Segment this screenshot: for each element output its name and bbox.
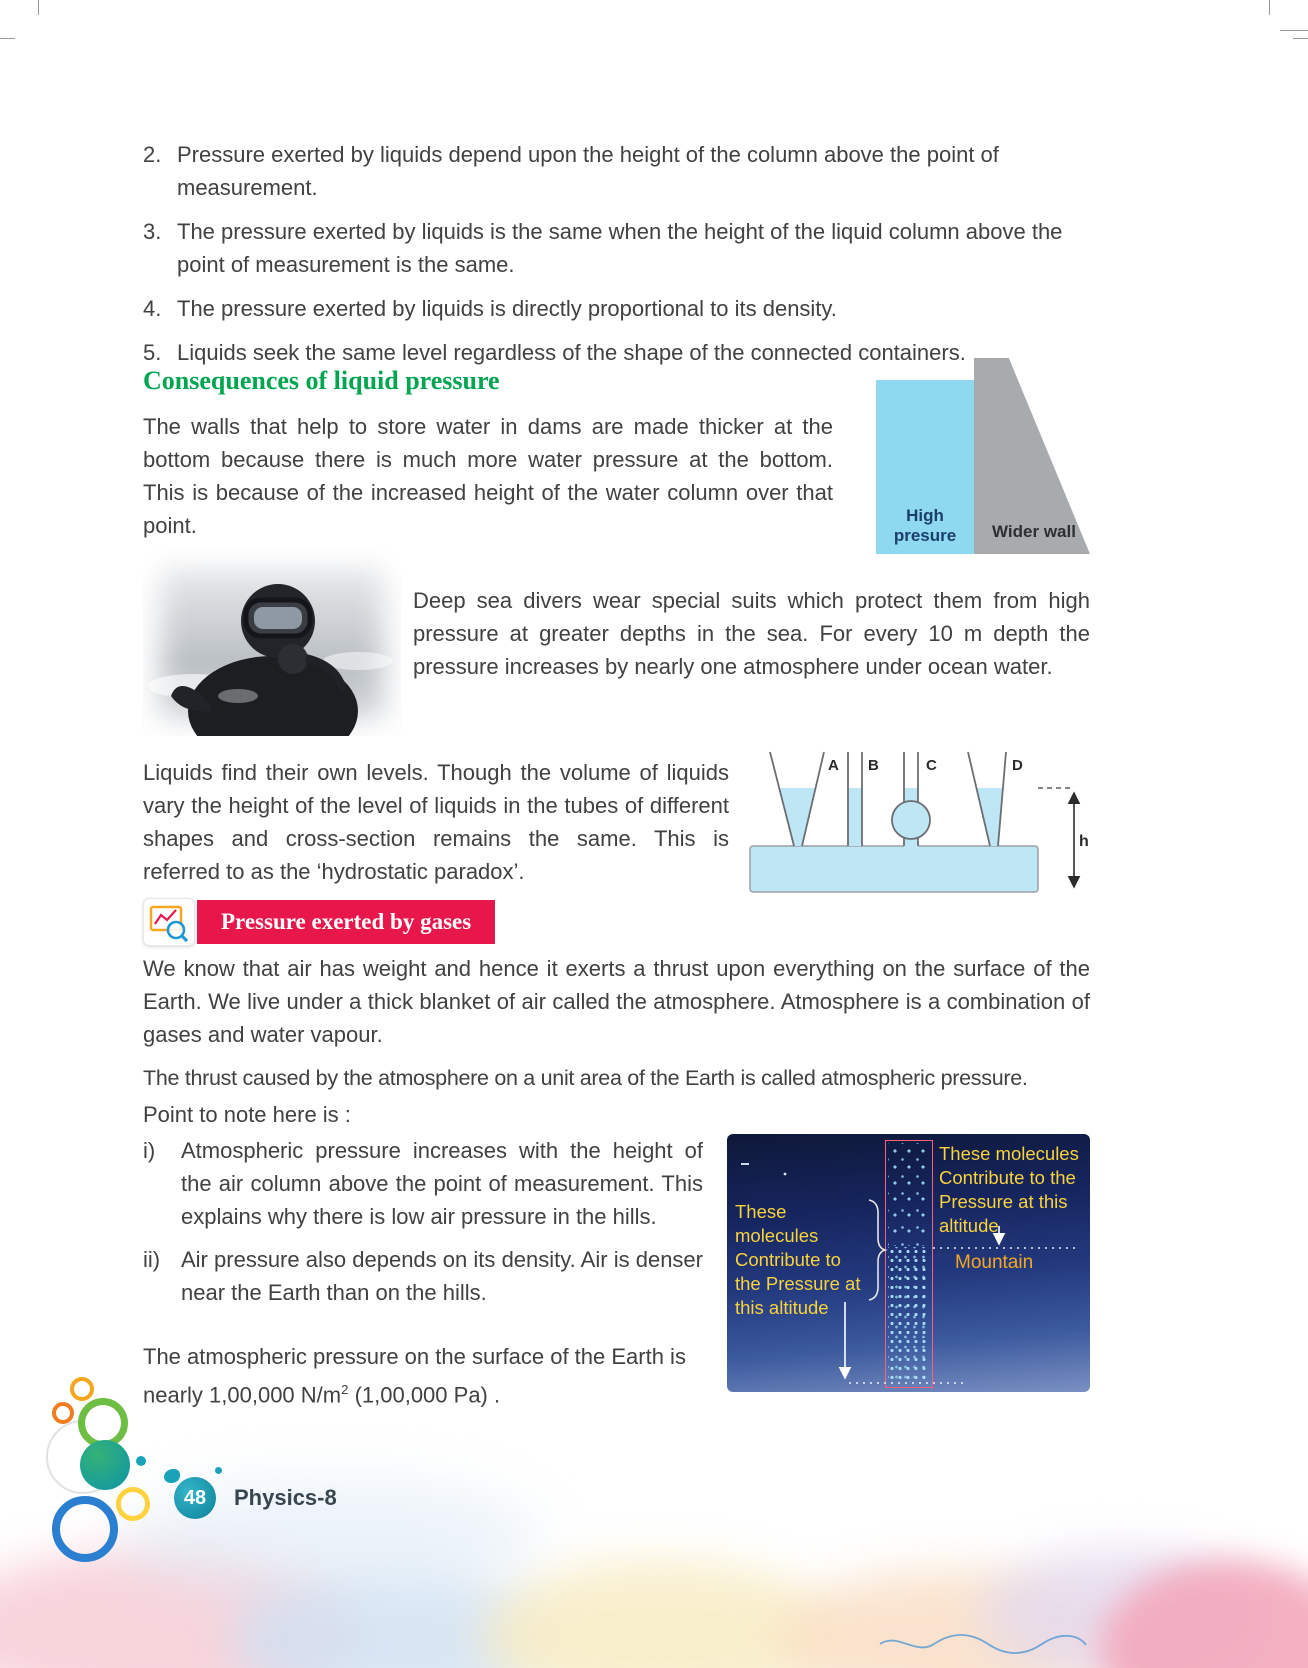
tube-label-d: D	[1012, 757, 1023, 774]
closing-text-tail: (1,00,000 Pa) .	[348, 1382, 501, 1408]
watercolor-decoration	[0, 1420, 1308, 1668]
list-item-number: 3.	[143, 219, 162, 244]
decorative-ring	[116, 1487, 150, 1521]
diver-illustration	[143, 546, 401, 736]
point-item	[143, 1134, 703, 1233]
crop-mark	[38, 0, 39, 15]
decorative-ring	[52, 1496, 118, 1562]
banner-title: Pressure exerted by gases	[221, 909, 472, 934]
list-item-text: The pressure exerted by liquids is the same when the height of the liquid column above the point of measurement is the same.	[177, 219, 1063, 277]
badge-splash-decoration	[164, 1469, 180, 1483]
mountain-label: Mountain	[955, 1252, 1034, 1273]
points-list	[143, 1134, 703, 1319]
paradox-paragraph: Liquids find their own levels. Though the volume of liquids vary the height of the level of liquids in the tubes of different shapes and cross-section remains the same. This is referred to as the ‘hydrostatic paradox’.	[143, 760, 729, 884]
section-heading-liquid-pressure: Consequences of liquid pressure	[143, 366, 500, 395]
list-item	[143, 292, 1090, 325]
banner-box	[197, 900, 495, 944]
closing-paragraph	[143, 1340, 708, 1411]
atmosphere-annotations	[727, 1134, 1090, 1392]
chart-magnifier-icon	[143, 898, 195, 946]
atmosphere-left-label: These molecules Contribute to the Pressure at this altitude	[735, 1201, 861, 1318]
tube-label-c: C	[926, 757, 937, 774]
wavy-line-decoration	[878, 1632, 1090, 1656]
crop-mark	[1280, 30, 1308, 31]
list-item	[143, 215, 1090, 281]
dam-figure	[876, 358, 1090, 554]
atmosphere-figure	[727, 1134, 1090, 1392]
tube-label-a: A	[828, 757, 839, 774]
diver-paragraph: Deep sea divers wear special suits which protect them from high pressure at greater depths in the sea. For every 10 m depth the pressure increases by nearly one atmosphere under ocean water.	[413, 588, 1090, 679]
point-number: ii)	[143, 1247, 161, 1272]
page-number: 48	[183, 1486, 207, 1509]
atmosphere-right-label: These molecules Contribute to the Pressure at this altitude	[939, 1143, 1079, 1236]
point-item	[143, 1243, 703, 1309]
dam-water-label: High presure	[893, 506, 957, 545]
list-item-text: Liquids seek the same level regardless of the shape of the connected containers.	[177, 340, 966, 365]
hydrostatic-paradox-figure	[744, 746, 1090, 904]
crop-mark	[0, 38, 15, 39]
list-item-number: 5.	[143, 340, 162, 365]
dam-wall-label: Wider wall	[992, 522, 1076, 541]
list-item-number: 2.	[143, 142, 162, 167]
list-item-text: The pressure exerted by liquids is directly proportional to its density.	[177, 296, 837, 321]
crop-mark	[1269, 0, 1270, 15]
list-item-number: 4.	[143, 296, 162, 321]
page-number-badge	[174, 1477, 216, 1519]
closing-text: The atmospheric pressure on the surface of the Earth is nearly 1,00,000 N/m	[143, 1344, 686, 1408]
liquid-pressure-list	[143, 138, 1090, 380]
note-lead: Point to note here is :	[143, 1102, 351, 1127]
decorative-circle	[80, 1440, 130, 1490]
page-footer	[174, 1477, 337, 1519]
badge-dot-decoration	[215, 1467, 222, 1474]
point-text: Air pressure also depends on its density. Air is denser near the Earth than on the hills.	[181, 1247, 703, 1305]
list-item-text: Pressure exerted by liquids depend upon the height of the column above the point of measurement.	[177, 142, 999, 200]
tube-label-b: B	[868, 757, 879, 774]
thrust-paragraph: The thrust caused by the atmosphere on a unit area of the Earth is called atmospheric pressure.	[143, 1066, 1028, 1090]
list-item	[143, 138, 1090, 204]
point-text: Atmospheric pressure increases with the height of the air column above the point of measurement. This explains why there is low air pressure in the hills.	[181, 1138, 703, 1229]
book-title: Physics-8	[234, 1485, 337, 1510]
decorative-ring	[52, 1402, 74, 1424]
decorative-dot	[136, 1456, 146, 1466]
height-label: h	[1079, 833, 1089, 850]
crop-mark	[1293, 38, 1308, 39]
dam-paragraph: The walls that help to store water in dams are made thicker at the bottom because there is much more water pressure at the bottom. This is because of the increased height of the water column over that point.	[143, 414, 833, 538]
gases-section-banner	[143, 898, 495, 946]
gas-intro-paragraph: We know that air has weight and hence it exerts a thrust upon everything on the surface of the Earth. We live under a thick blanket of air called the atmosphere. Atmosphere is a combination of gases and water vapour.	[143, 956, 1090, 1047]
connected-tubes-diagram	[744, 746, 1090, 904]
diver-photo	[143, 546, 401, 736]
closing-superscript: 2	[341, 1382, 349, 1397]
decorative-ring	[70, 1377, 94, 1401]
point-number: i)	[143, 1138, 156, 1163]
